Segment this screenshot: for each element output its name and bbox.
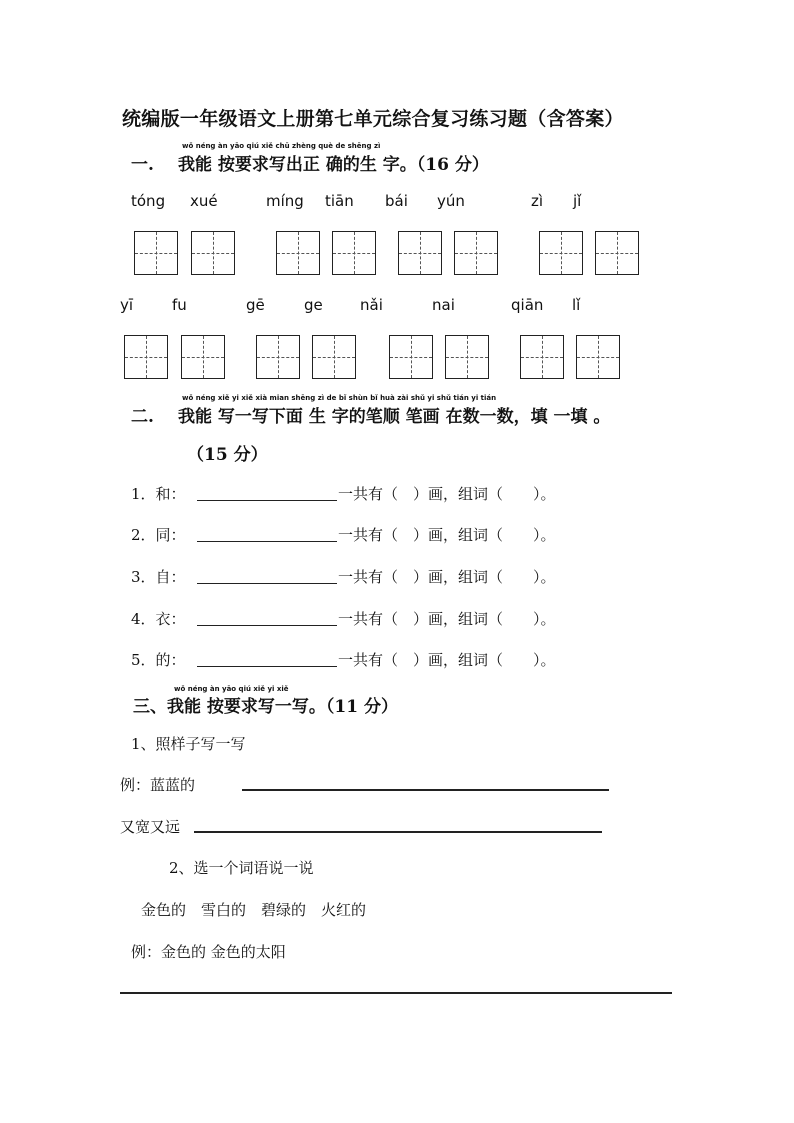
answer-line[interactable] <box>197 523 337 542</box>
section2-number: 二. <box>131 407 154 427</box>
tianzige-box[interactable] <box>332 231 376 275</box>
section1-number: 一. <box>131 155 154 175</box>
pinyin-bai: bái <box>385 192 408 210</box>
item-label: 1．和： <box>131 485 186 503</box>
pinyin-qian: qiān <box>511 296 544 314</box>
sub-question-2: 2、选一个词语说一说 <box>169 859 314 877</box>
answer-line[interactable] <box>242 773 609 791</box>
tianzige-box[interactable] <box>134 231 178 275</box>
sub-question-1: 1、照样子写一写 <box>131 735 246 753</box>
pinyin-fu: fu <box>172 296 187 314</box>
item-question: 一共有（ ）画，组词（ ）。 <box>338 651 556 669</box>
answer-line[interactable] <box>194 815 602 833</box>
item-label: 3．自： <box>131 568 186 586</box>
item-question: 一共有（ ）画，组词（ ）。 <box>338 568 556 586</box>
tianzige-box[interactable] <box>576 335 620 379</box>
pinyin-tian: tiān <box>325 192 354 210</box>
answer-line[interactable] <box>197 648 337 667</box>
item-label: 5．的： <box>131 651 186 669</box>
pinyin-ming: míng <box>266 192 304 210</box>
section3-heading-text: 三、我能 按要求写一写。 <box>133 697 326 717</box>
tianzige-box[interactable] <box>276 231 320 275</box>
answer-line[interactable] <box>197 565 337 584</box>
tianzige-box[interactable] <box>124 335 168 379</box>
tianzige-box[interactable] <box>256 335 300 379</box>
pinyin-ge1: gē <box>246 296 265 314</box>
answer-line[interactable] <box>197 607 337 626</box>
word-choices: 金色的 雪白的 碧绿的 火红的 <box>141 901 367 919</box>
example-1: 例：蓝蓝的 <box>120 776 196 794</box>
tianzige-box[interactable] <box>595 231 639 275</box>
item-question: 一共有（ ）画，组词（ ）。 <box>338 526 556 544</box>
pinyin-zi: zì <box>531 192 544 210</box>
pinyin-li: lǐ <box>572 296 581 314</box>
tianzige-box[interactable] <box>312 335 356 379</box>
page-title: 统编版一年级语文上册第七单元综合复习练习题（含答案） <box>122 108 624 130</box>
item-label: 4．衣： <box>131 610 186 628</box>
section3-heading <box>133 692 398 717</box>
pinyin-xue: xué <box>190 192 218 210</box>
section3-pinyin-ruby: wǒ néng àn yāo qiú xiě yi xiě <box>174 685 289 693</box>
section1-heading-text: 我能 按要求写出正 确的生 字。 <box>178 155 417 175</box>
pinyin-tong: tóng <box>131 192 166 210</box>
tianzige-box[interactable] <box>454 231 498 275</box>
answer-line[interactable] <box>197 482 337 501</box>
tianzige-box[interactable] <box>398 231 442 275</box>
tianzige-box[interactable] <box>539 231 583 275</box>
item-label: 2．同： <box>131 526 186 544</box>
phrase-label: 又宽又远 <box>120 818 181 836</box>
pinyin-nai1: nǎi <box>360 296 383 314</box>
tianzige-box[interactable] <box>445 335 489 379</box>
item-question: 一共有（ ）画，组词（ ）。 <box>338 610 556 628</box>
tianzige-box[interactable] <box>191 231 235 275</box>
section2-score: （15 分） <box>187 445 268 465</box>
pinyin-ji: jǐ <box>573 192 582 210</box>
section2-heading: 我能 写一写下面 生 字的笔顺 笔画 在数一数，填 一填 。 <box>178 407 611 427</box>
pinyin-yi: yī <box>120 296 134 314</box>
section1-pinyin-ruby: wǒ néng àn yāo qiú xiě chū zhèng què de shēng zì <box>182 142 381 150</box>
tianzige-box[interactable] <box>389 335 433 379</box>
item-question: 一共有（ ）画，组词（ ）。 <box>338 485 556 503</box>
example-2: 例：金色的 金色的太阳 <box>131 943 286 961</box>
tianzige-box[interactable] <box>181 335 225 379</box>
pinyin-yun: yún <box>437 192 465 210</box>
section1-score: （16 分） <box>416 155 489 175</box>
tianzige-box[interactable] <box>520 335 564 379</box>
answer-line[interactable] <box>120 976 672 994</box>
section2-pinyin-ruby: wǒ néng xiě yi xiě xià mian shēng zì de bǐ shùn bǐ huà zài shǔ yi shǔ tián yi tián <box>182 394 497 402</box>
section3-score: （11 分） <box>325 697 398 717</box>
section1-heading <box>178 150 489 175</box>
pinyin-ge2: ge <box>304 296 323 314</box>
pinyin-nai2: nai <box>432 296 455 314</box>
